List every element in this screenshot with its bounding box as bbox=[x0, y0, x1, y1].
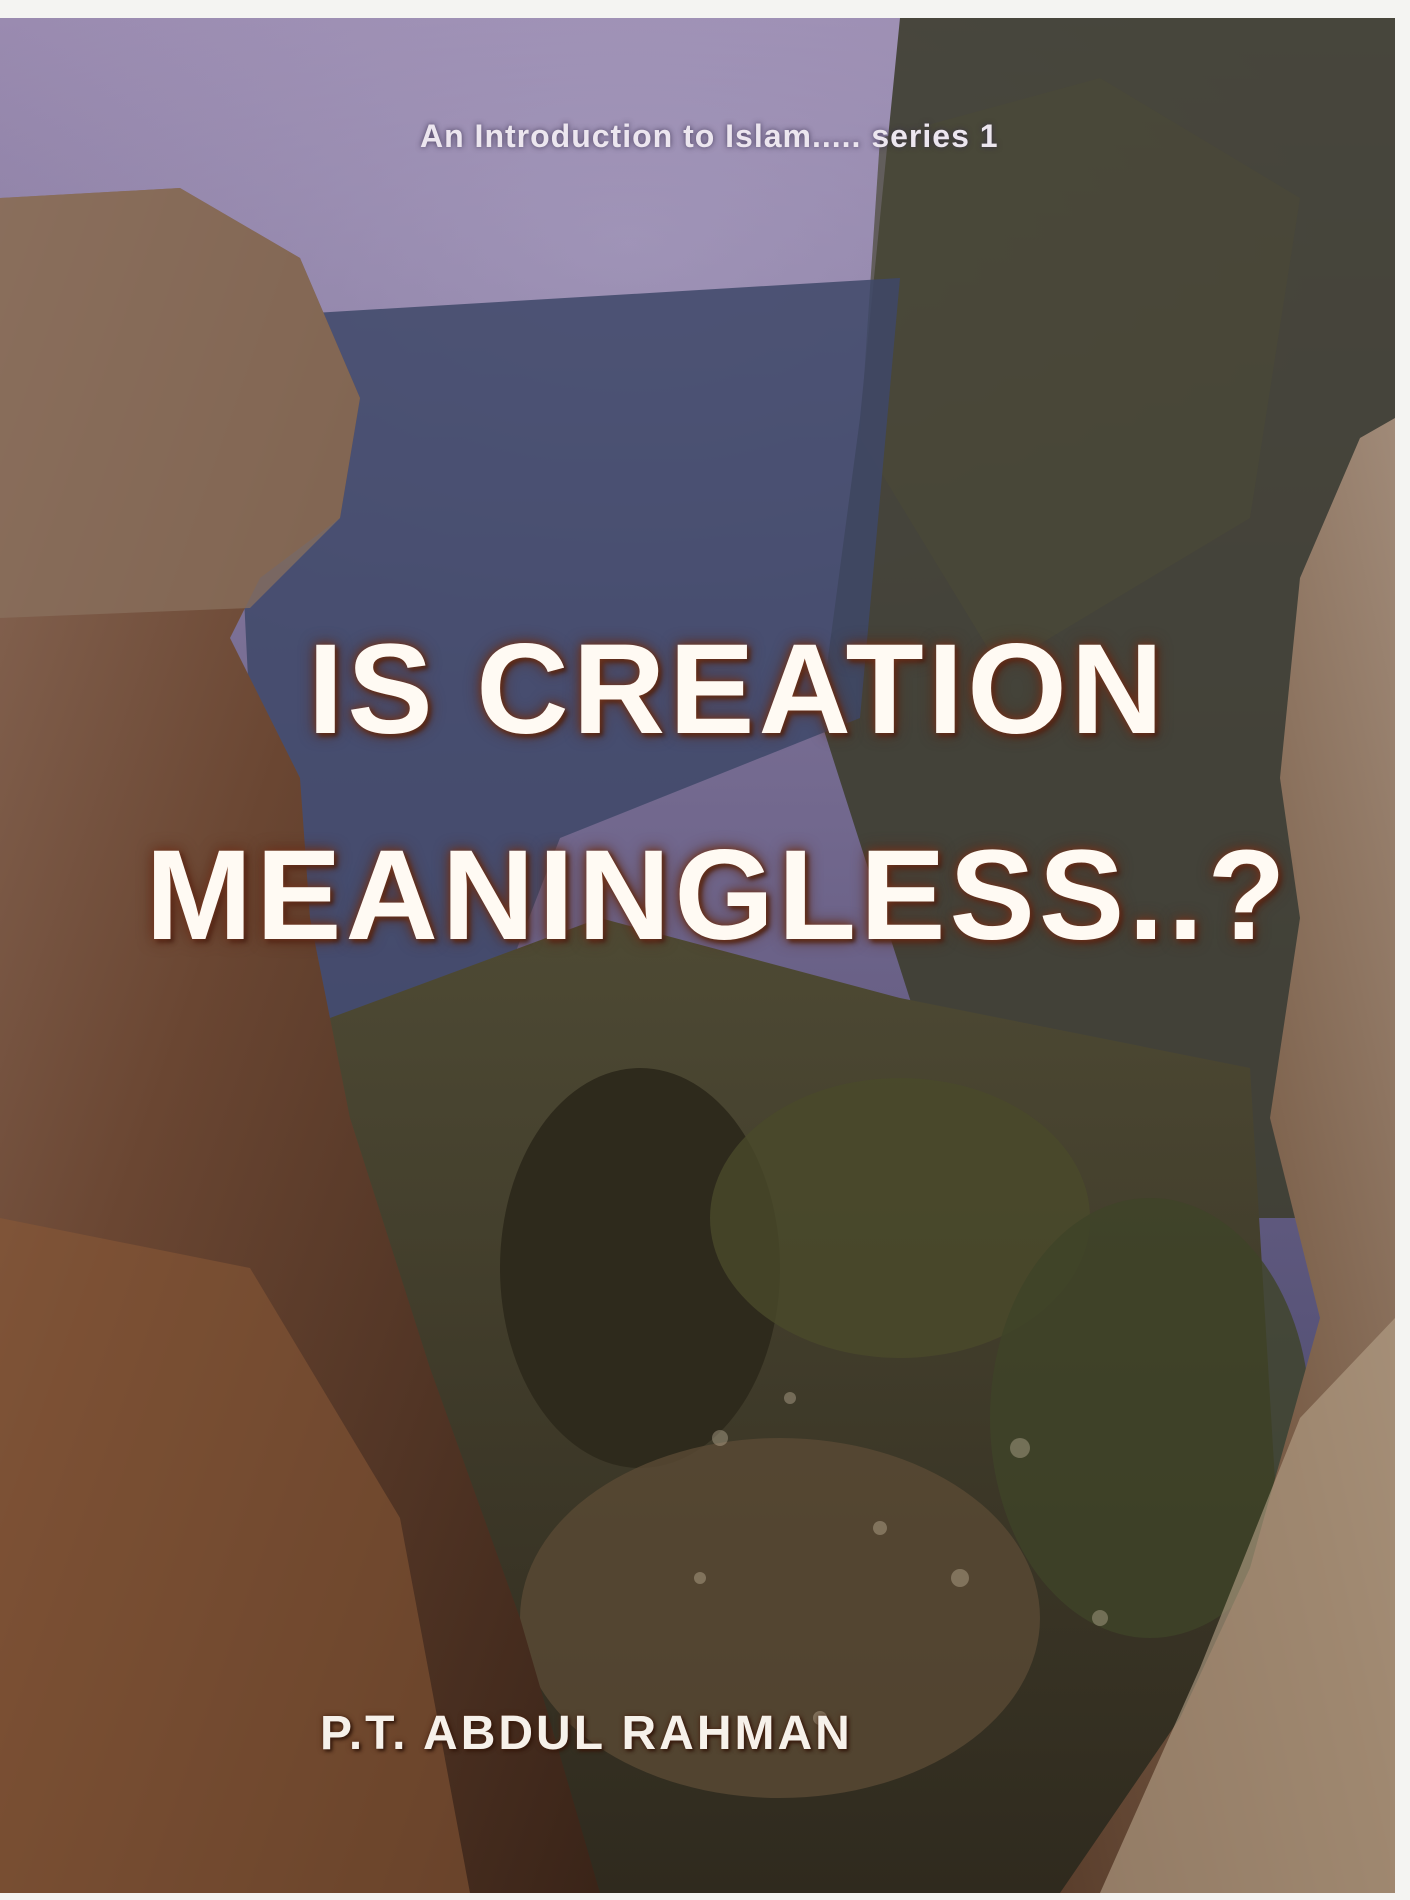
series-caption: An Introduction to Islam..... series 1 bbox=[420, 118, 999, 154]
book-cover bbox=[0, 18, 1395, 1893]
book-title-line-2: MEANINGLESS..? bbox=[145, 824, 1290, 967]
book-title-line-1: IS CREATION bbox=[307, 618, 1168, 761]
author-name: P.T. ABDUL RAHMAN bbox=[320, 1707, 853, 1760]
